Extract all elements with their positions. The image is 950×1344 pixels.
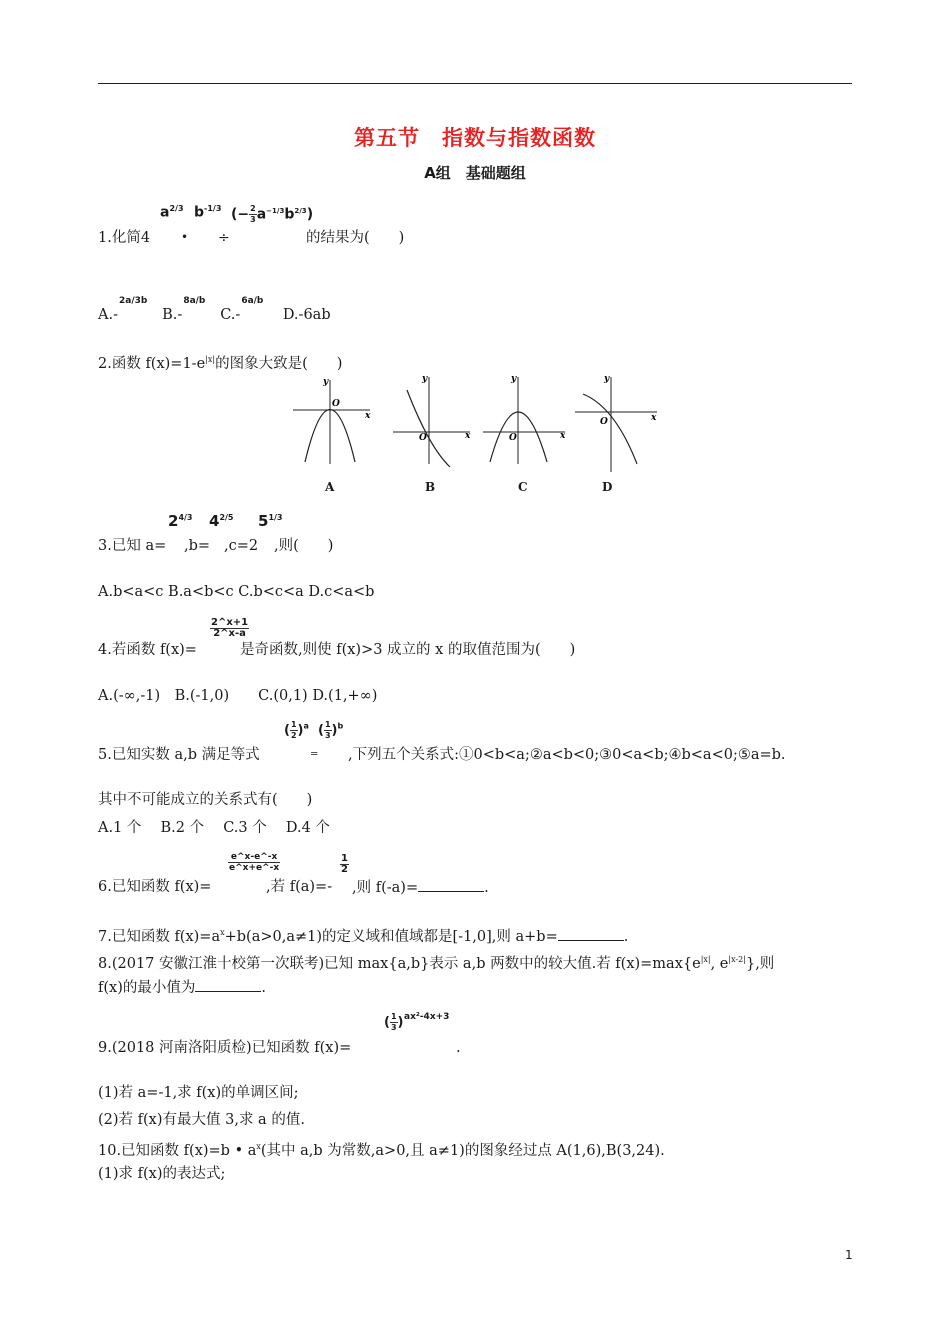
q6-half: $\frac{1}{2}$ — [341, 853, 348, 875]
q1-divide: ÷ — [218, 230, 230, 246]
q9-part2: (2)若 f(x)有最大值 3,求 a 的值. — [98, 1112, 305, 1128]
svg-text:O: O — [600, 417, 608, 427]
question-6: 6.已知函数 f(x)= — [98, 879, 212, 895]
q3-c-value: $5^{1/3}$ — [258, 512, 283, 530]
graph-b — [393, 374, 471, 467]
graph-d — [575, 374, 657, 472]
q6-answer-blank[interactable] — [418, 877, 484, 892]
q5-rhs: ( $\frac{1}{3}$ )$^b$ — [318, 720, 344, 740]
question-1: 1.化简4 — [98, 230, 151, 246]
graph-a — [293, 377, 371, 464]
graph-label-d: D — [602, 480, 613, 494]
q8-line2: f(x)的最小值为 . — [98, 977, 266, 998]
q5-lhs: ( $\frac{1}{2}$ )$^a$ — [284, 720, 309, 740]
q10-part1: (1)求 f(x)的表达式; — [98, 1166, 226, 1182]
q3-a-value: $2^{4/3}$ — [168, 512, 193, 530]
q8-answer-blank[interactable] — [195, 977, 261, 992]
question-2: 2.函数 $f(x)=1-e^{|x|}$的图象大致是( ) — [98, 355, 343, 372]
question-10: 10.已知函数 f(x)=b • $a^x$(其中 a,b 为常数,a>0,且 a≠1)的图象经过点 A(1,6),B(3,24). — [98, 1142, 665, 1159]
q6-mid: ,若 f(a)=- — [266, 879, 333, 895]
q1-options: A.- 2a/3b B.- 8a/b C.- 6a/b D.-6ab — [98, 296, 331, 323]
q1-suffix: 的结果为( ) — [306, 230, 405, 246]
q4-fraction: $\frac{2\^{}x+1}{2\^{}x-a}$ — [211, 617, 249, 639]
svg-text:y: y — [511, 374, 517, 384]
svg-text:O: O — [419, 433, 427, 443]
top-rule — [98, 83, 852, 84]
q6-suffix: ,则 f(-a)= . — [352, 877, 489, 898]
q5-options: A.1 个 B.2 个 C.3 个 D.4 个 — [98, 820, 330, 836]
graph-c — [483, 374, 566, 464]
q9-end: . — [456, 1040, 461, 1056]
q4-suffix: 是奇函数,则使 f(x)>3 成立的 x 的取值范围为( ) — [240, 642, 576, 658]
q3-b-value: $4^{2/5}$ — [209, 512, 234, 530]
q1-factor2: $b^{-1/3}$ — [194, 204, 222, 221]
q9-exponent: ax²-4x+3 — [404, 1012, 450, 1022]
q3-mid2: ,c=2 — [224, 538, 259, 554]
q9-part1: (1)若 a=-1,求 f(x)的单调区间; — [98, 1085, 299, 1101]
q2-graphs — [285, 372, 675, 472]
question-3: 3.已知 a= — [98, 538, 167, 554]
svg-text:x: x — [365, 411, 371, 421]
q1-divisor: (− $\frac{2}{3}$ $a^{-1/3}b^{2/3}$) — [231, 204, 314, 224]
svg-text:x: x — [560, 431, 566, 441]
page-title: 第五节 指数与指数函数 — [354, 126, 596, 150]
svg-text:y: y — [422, 374, 428, 384]
page-number: 1 — [845, 1248, 853, 1262]
question-8: 8.(2017 安徽江淮十校第一次联考)已知 max{a,b}表示 a,b 两数中的较大值.若 $f(x)=\max\{e^{|x|}$, $e^{|x-2|}$},则 — [98, 955, 775, 972]
svg-text:x: x — [465, 431, 471, 441]
q7-answer-blank[interactable] — [558, 926, 624, 941]
q9-base: ( $\frac{1}{3}$ ) — [384, 1012, 404, 1032]
question-9: 9.(2018 河南洛阳质检)已知函数 f(x)= — [98, 1040, 352, 1056]
q3-mid1: ,b= — [184, 538, 211, 554]
question-5: 5.已知实数 a,b 满足等式 — [98, 747, 260, 763]
question-7: 7.已知函数 $f(x)=a^x+b(a>0,a\ne 1)$的定义域和值域都是[-1,0],则 a+b= . — [98, 923, 628, 947]
q3-options: A.b<a<c B.a<b<c C.b<c<a D.c<a<b — [98, 584, 375, 600]
svg-text:x: x — [651, 413, 657, 423]
graph-label-b: B — [425, 480, 436, 494]
question-4: 4.若函数 f(x)= — [98, 642, 197, 658]
svg-text:O: O — [509, 433, 517, 443]
q1-factor1: $a^{2/3}$ — [160, 204, 184, 221]
q5-suffix: ,下列五个关系式:①0<b<a;②a<b<0;③0<a<b;④b<a<0;⑤a=b. — [348, 747, 786, 763]
graph-label-c: C — [518, 480, 528, 494]
svg-text:O: O — [332, 399, 340, 409]
q5-eq: = — [310, 749, 319, 760]
q5-line2: 其中不可能成立的关系式有( ) — [98, 792, 313, 808]
svg-text:y: y — [323, 377, 329, 387]
q6-fraction: $\frac{e\^{}x-e\^{}-x}{e\^{}x+e\^{}-x}$ — [229, 852, 280, 873]
section-subtitle: A组 基础题组 — [424, 164, 526, 182]
svg-text:y: y — [604, 374, 610, 384]
graph-label-a: A — [325, 480, 335, 494]
q3-suffix: ,则( ) — [274, 538, 334, 554]
q4-options: A.(-∞,-1) B.(-1,0) C.(0,1) D.(1,+∞) — [98, 688, 378, 704]
q1-dot: • — [181, 230, 189, 244]
